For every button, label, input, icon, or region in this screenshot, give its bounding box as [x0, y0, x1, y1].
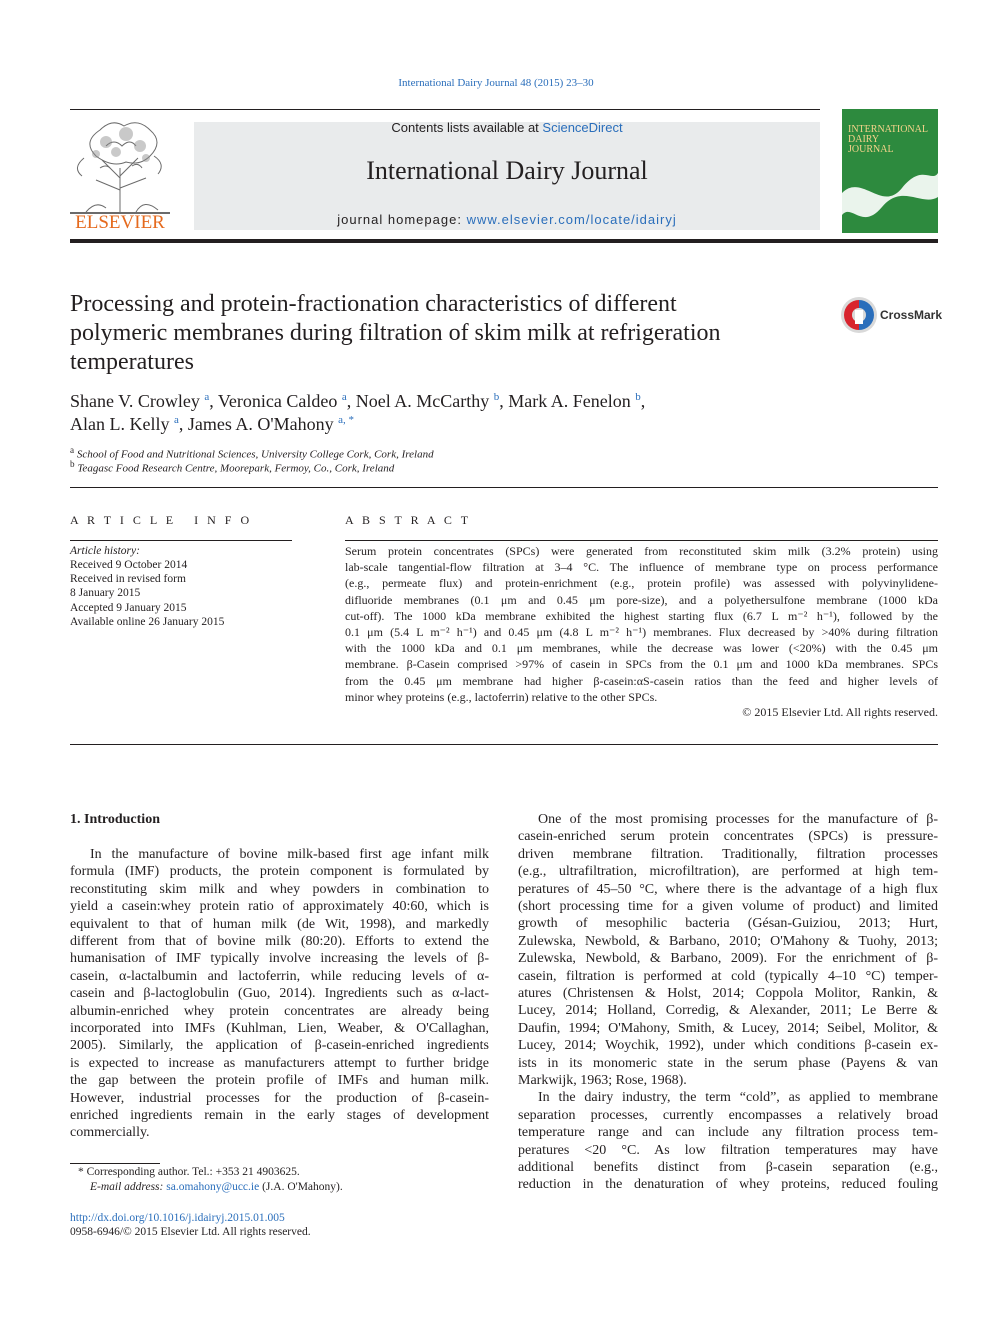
header-top-rule [70, 109, 820, 110]
body-text-line: additional benefits distinct from β-casein separation (e.g., [518, 1160, 938, 1175]
corresponding-author-note: * Corresponding author. Tel.: +353 21 4903625. [78, 1166, 300, 1178]
author-affiliation-mark[interactable]: a [173, 414, 179, 426]
body-text-line: enriched ingredients remain in the early stages of development [70, 1108, 489, 1123]
history-item: Available online 26 January 2015 [70, 616, 225, 628]
body-text-line: casein-enriched serum protein concentrates (SPCs) is pressure- [518, 829, 938, 845]
author-affiliation-mark[interactable]: b [493, 391, 500, 403]
contents-prefix: Contents lists available at [391, 120, 543, 135]
body-text-line: In the manufacture of bovine milk-based first age infant milk [90, 847, 489, 862]
cover-title [848, 125, 928, 155]
journal-citation[interactable]: International Dairy Journal 48 (2015) 23–30 [398, 77, 594, 89]
abstract-line: Serum protein concentrates (SPCs) were generated from reconstituted skim milk (3.2% protein) using [345, 544, 938, 558]
author-affiliation-mark[interactable]: b [635, 391, 641, 403]
title-line: temperatures [70, 349, 194, 375]
body-text-line: (short processing time for a given volume of product) and limited [518, 899, 938, 914]
abstract-line: 0.1 μm (5.4 L m⁻² h⁻¹) and 0.45 μm (4.8 L m⁻² h⁻¹) membranes. Flux decreased by >40% during filtration [345, 625, 938, 639]
body-text-line: equivalent to that of human milk (de Wit, 1998), and markedly [70, 916, 489, 932]
footnote-rule [70, 1163, 160, 1164]
body-text-line: formula (IMF) products, the protein component is formulated by [70, 864, 489, 880]
affiliation-text: School of Food and Nutritional Sciences, University College Cork, Cork, Ireland [76, 448, 434, 461]
body-text-line: However, industrial processes for the production of β-casein- [70, 1090, 489, 1106]
abstract-line: lab-scale tangential-flow filtration at 3–4 °C. The influence of membrane type on process performance [345, 560, 938, 575]
author-separator: , [178, 414, 188, 434]
elsevier-wordmark: ELSEVIER [75, 212, 165, 233]
history-item: Received 9 October 2014 [70, 559, 188, 571]
author-separator: , [640, 391, 646, 411]
authors-line-1 [70, 391, 645, 412]
body-text-line: the gap between the protein profile of IMFs and human milk. [70, 1073, 489, 1089]
author-affiliation-mark[interactable]: a, * [338, 414, 354, 426]
homepage-prefix: journal homepage: [337, 212, 467, 227]
authors-line-2 [70, 414, 354, 435]
abstract-copyright: © 2015 Elsevier Ltd. All rights reserved. [742, 705, 938, 719]
body-text-line: albumin-enriched whey protein concentrates are already being [70, 1003, 489, 1019]
body-text-line: Lucey, 2014; Holland, Corredig, & Alexander, 2011; Le Berre & [518, 1003, 938, 1019]
abstract-line: minor whey proteins (e.g., lactoferrin) relative to the other SPCs. [345, 689, 658, 704]
section-rule [70, 744, 938, 745]
article-info-heading: A R T I C L E I N F O [70, 513, 253, 527]
body-text-line: One of the most promising processes for the manufacture of β- [538, 812, 938, 827]
affiliation-mark: b [70, 459, 75, 469]
body-text-line: temperature range and can include any filtration process tem- [518, 1125, 938, 1141]
body-text-line: humanisation of IMF typically involve increasing the levels of β- [70, 951, 489, 967]
author-name[interactable]: Shane V. Crowley [70, 391, 200, 411]
body-text-line: atures (Christensen & Holst, 2014; Coppola Molitor, Rankin, & [518, 986, 938, 1001]
body-text-line: different from that of bovine milk (80:20). Efforts to extend the [70, 934, 489, 949]
history-item: Received in revised form [70, 573, 186, 585]
body-text-line: 2005). Similarly, the application of β-casein-enriched ingredients [70, 1038, 489, 1054]
body-text-line: yield a casein:whey protein ratio of approximately 40:60, which is [70, 899, 489, 915]
body-text-line: incorporated into IMFs (Kuhlman, Lien, Weaber, & O'Callaghan, [70, 1021, 489, 1036]
author-name[interactable]: Mark A. Fenelon [508, 391, 631, 411]
homepage-link[interactable]: www.elsevier.com/locate/idairyj [466, 212, 677, 227]
cover-wave-icon [842, 163, 938, 233]
body-text-line: peratures of 45–50 °C, where there is the advantage of a high flux [518, 881, 938, 897]
crossmark-badge[interactable] [840, 296, 943, 336]
author-name[interactable]: Veronica Caldeo [217, 391, 338, 411]
author-separator: , [499, 391, 509, 411]
body-text-line: commercially. [70, 1125, 150, 1141]
cover-line: INTERNATIONAL [848, 124, 928, 135]
journal-cover-thumbnail [842, 109, 938, 233]
body-text-line: casein and β-lactoglobulin (Guo, 2014). Ingredients such as α-lact- [70, 986, 489, 1002]
body-text-line: Daufin, 1994; O'Mahony, Smith, & Lucey, 2014; Seibel, Molitor, & [518, 1020, 938, 1036]
abstract-line: difluoride membranes (0.1 μm and 0.45 μm pore-size), and a polyethersulfone membrane (1000 kDa [345, 592, 938, 607]
body-text-line: reduction in the denaturation of whey proteins, reduced fouling [518, 1177, 938, 1193]
abstract-line: with the 1000 kDa and 0.1 μm membranes, while the decrease was lower (<20%) with the 0.45 μm [345, 641, 938, 656]
body-text-line: separation processes, currently encompasses a relatively broad [518, 1107, 938, 1123]
introduction-heading: 1. Introduction [70, 812, 160, 827]
header-bottom-rule [70, 239, 938, 243]
crossmark-label: CrossMark [880, 308, 943, 322]
body-text-line: driven membrane filtration. Traditionally, filtration processes [518, 846, 938, 862]
author-separator: , [209, 391, 218, 411]
crossmark-icon [840, 296, 878, 334]
abstract-line: membrane. β-Casein comprised >97% of casein in SPCs from the 0.1 μm and 1000 kDa membranes. SPCs [345, 657, 938, 672]
body-text-line: is expected to increase as manufacturers attempt to further bridge [70, 1055, 489, 1071]
contents-line [194, 120, 820, 135]
email-suffix: (J.A. O'Mahony). [259, 1181, 343, 1193]
abstract-line: from the 0.45 μm membrane had higher β-casein:αS-casein ratios than the feed and higher levels of [345, 673, 938, 688]
author-name[interactable]: James A. O'Mahony [187, 414, 334, 434]
article-info-rule [70, 540, 292, 541]
sciencedirect-link[interactable]: ScienceDirect [542, 120, 623, 135]
author-name[interactable]: Alan L. Kelly [70, 414, 170, 434]
abstract-line: cut-off). The 1000 kDa membrane exhibited the highest starting flux (6.7 L m⁻² h⁻¹), followed by the [345, 608, 938, 623]
body-text-line: In the dairy industry, the term “cold”, as applied to membrane [538, 1090, 938, 1106]
affiliation-mark: a [70, 445, 75, 455]
cover-line: JOURNAL [848, 144, 894, 155]
issn-line: 0958-6946/© 2015 Elsevier Ltd. All rights reserved. [70, 1226, 311, 1238]
abstract-rule [345, 540, 938, 541]
email-link[interactable]: sa.omahony@ucc.ie [166, 1181, 260, 1193]
history-item: Accepted 9 January 2015 [70, 602, 187, 614]
affiliation-b [70, 459, 394, 475]
affiliation-text: Teagasc Food Research Centre, Moorepark, Fermoy, Co., Cork, Ireland [77, 462, 395, 475]
body-text-line: Markwijk, 1963; Rose, 1968). [518, 1073, 687, 1088]
body-text-line: reconstituting skim milk and whey powders in combination to [70, 881, 489, 897]
email-note [90, 1181, 343, 1193]
body-text-line: ists in its monomeric state in the serum phase (Payens & van [518, 1055, 938, 1071]
body-text-line: growth of mesophilic bacteria (Gésan-Guiziou, 2013; Hurt, [518, 916, 938, 932]
body-text-line: Lucey, 2014; Woychik, 1992), under which conditions β-casein ex- [518, 1038, 938, 1054]
history-item: 8 January 2015 [70, 587, 141, 599]
abstract-line: (e.g., permeate flux) and protein-enrichment (e.g., protein profile) was assessed with polyvinylidene- [345, 576, 938, 591]
cover-line: DAIRY [848, 134, 880, 145]
title-line: Processing and protein-fractionation characteristics of different [70, 291, 677, 317]
body-text-line: (e.g., ultrafiltration, microfiltration), are performed at high tem- [518, 864, 938, 880]
body-text-line: casein, filtration is performed at cold (typically 4–10 °C) temper- [518, 968, 938, 984]
article-title [70, 290, 830, 377]
body-text-line: peratures <20 °C. As low filtration temperatures may have [518, 1142, 938, 1158]
author-affiliation-mark[interactable]: a [204, 391, 210, 403]
author-separator: , [346, 391, 356, 411]
email-label: E-mail address: [90, 1181, 167, 1193]
doi-link[interactable]: http://dx.doi.org/10.1016/j.idairyj.2015.01.005 [70, 1212, 285, 1224]
author-affiliation-mark[interactable]: a [341, 391, 347, 403]
abstract-heading: A B S T R A C T [345, 513, 472, 527]
body-text-line: Zulewska, Newbold, & Barbano, 2009). For the enrichment of β- [518, 951, 938, 967]
journal-name: International Dairy Journal [366, 156, 648, 185]
history-label: Article history: [70, 545, 140, 557]
body-text-line: casein, α-lactalbumin and lactoferrin, while reducing levels of α- [70, 968, 489, 984]
section-rule [70, 487, 938, 488]
body-text-line: Zulewska, Newbold, & Barbano, 2010; O'Mahony & Tuohy, 2013; [518, 933, 938, 949]
elsevier-logo [66, 116, 174, 234]
journal-homepage [194, 212, 820, 227]
title-line: polymeric membranes during filtration of skim milk at refrigeration [70, 320, 721, 346]
author-name[interactable]: Noel A. McCarthy [355, 391, 490, 411]
